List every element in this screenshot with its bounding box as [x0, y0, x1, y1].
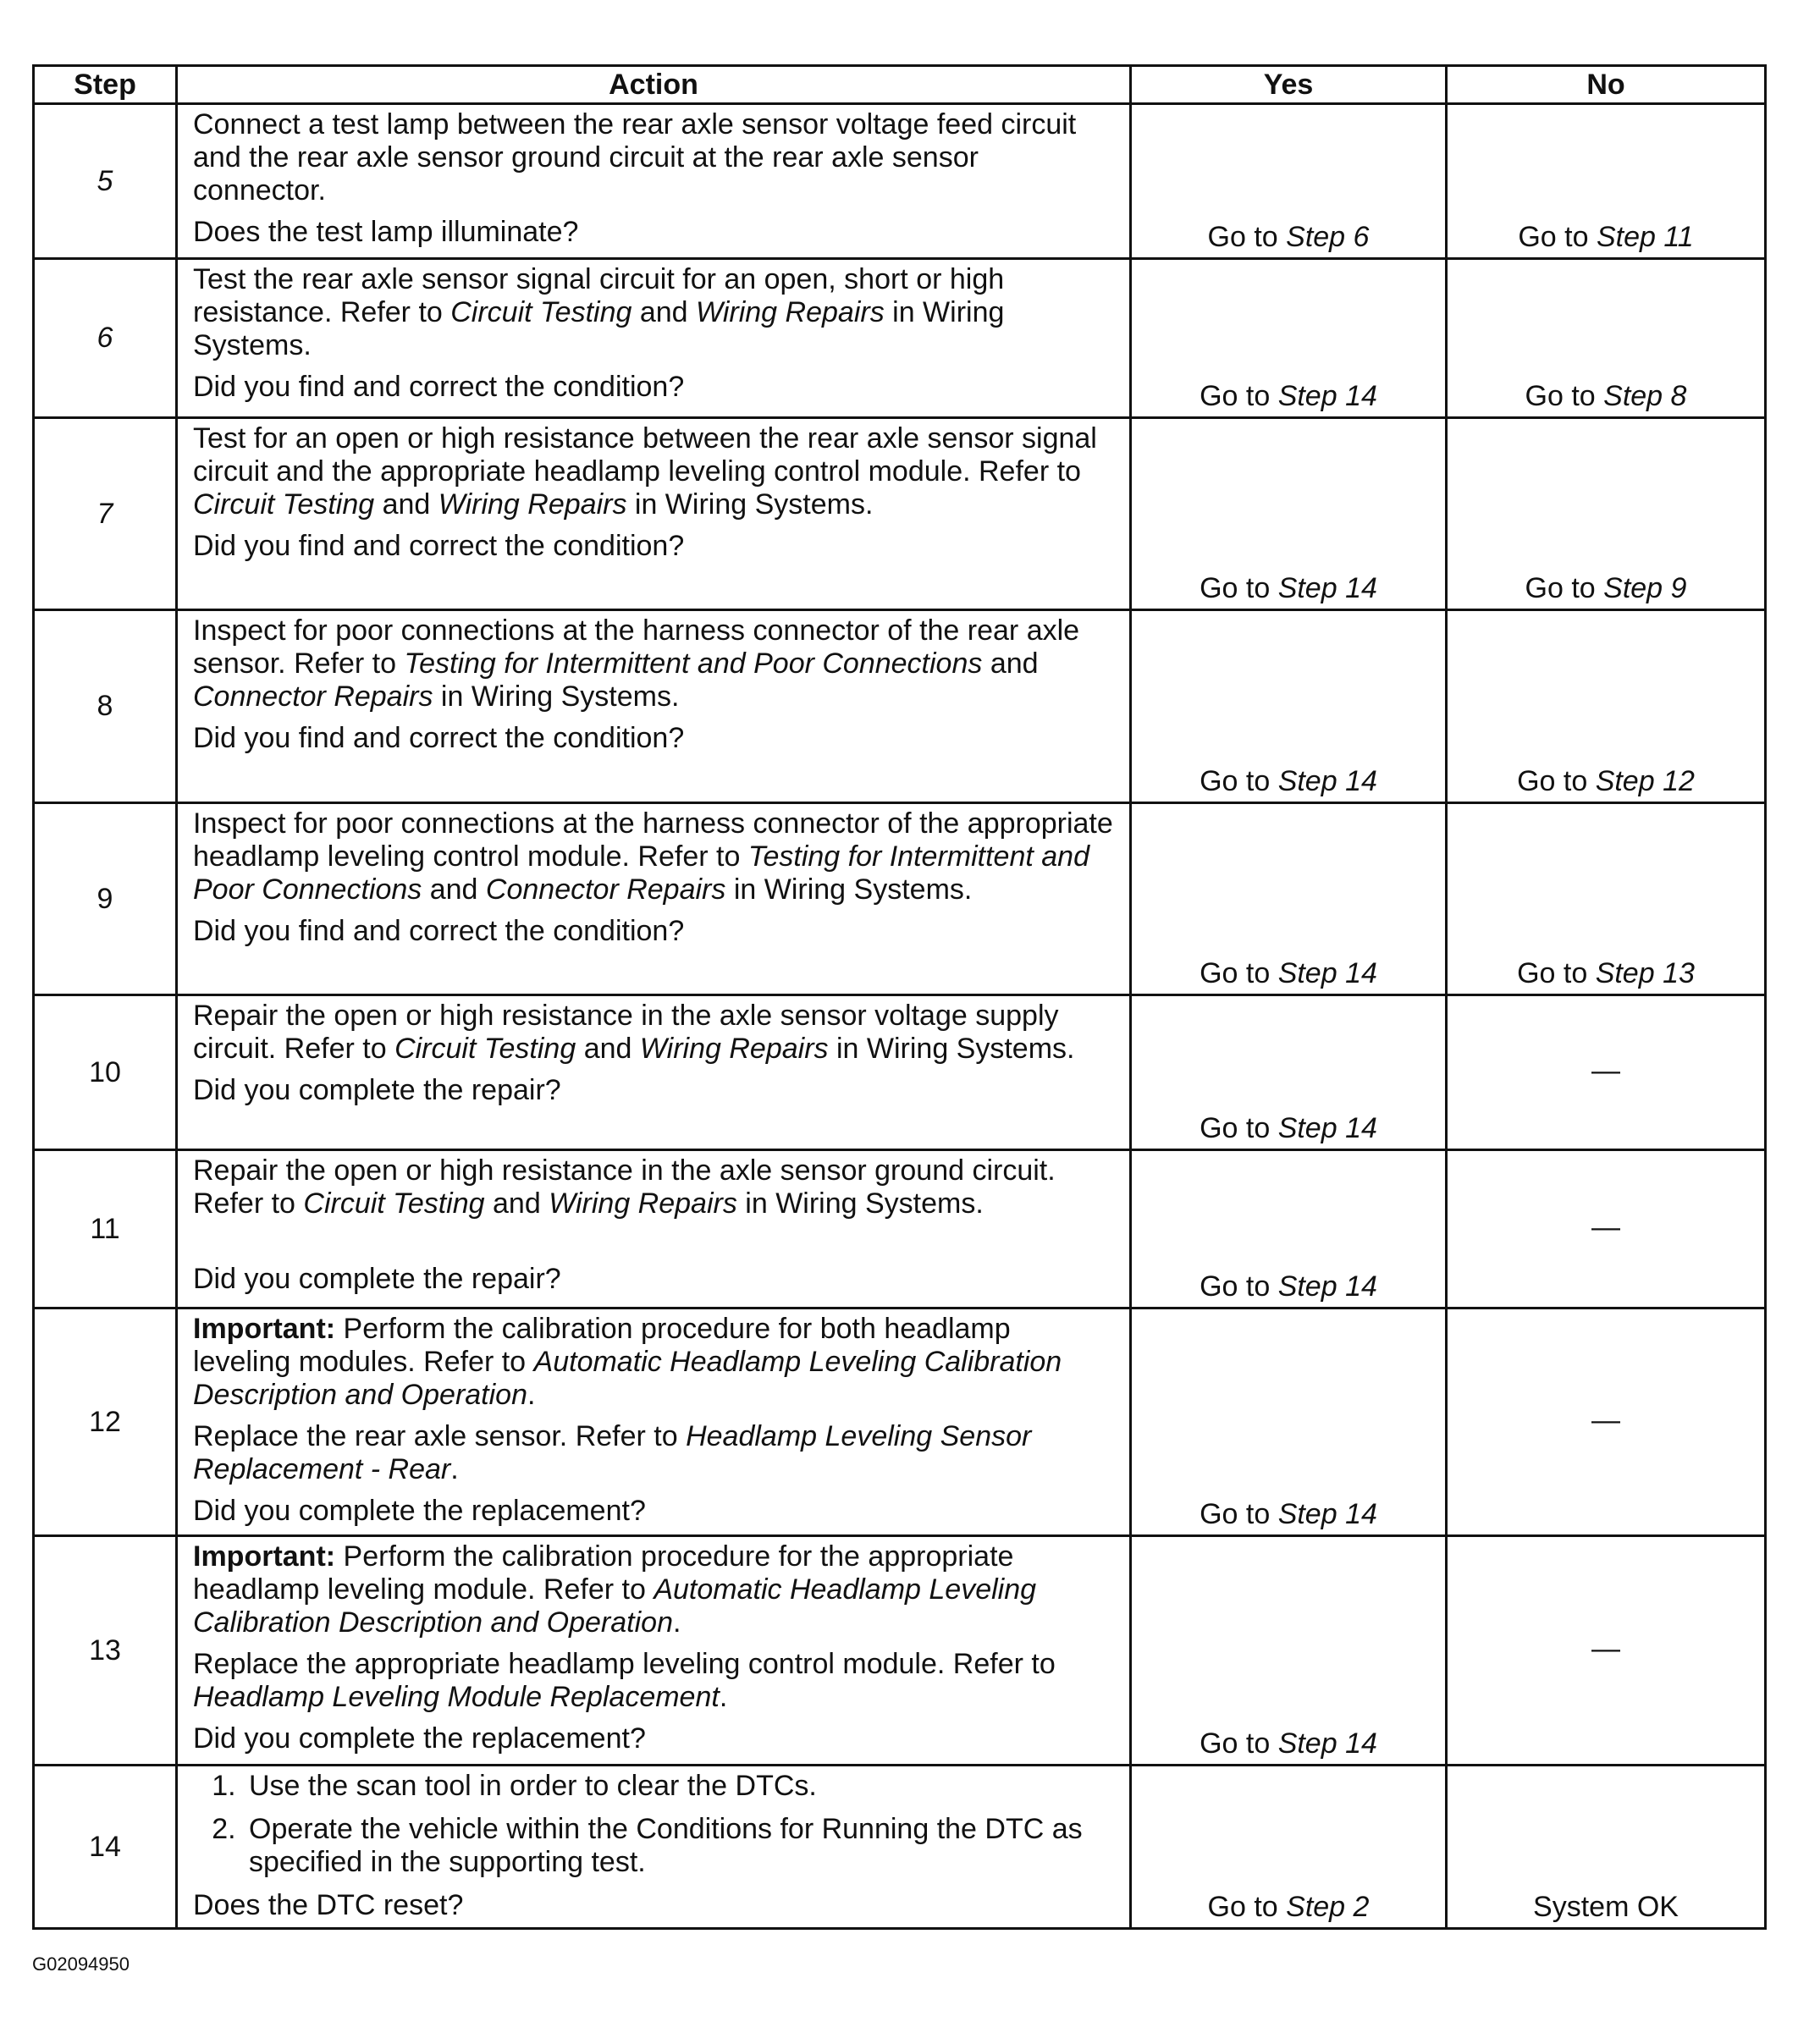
reference-link: Wiring Repairs	[696, 296, 885, 328]
yes-cell	[1131, 259, 1447, 418]
action-text	[193, 1000, 1114, 1066]
action-question: Did you find and correct the condition?	[193, 371, 685, 403]
action-cell	[177, 1766, 1131, 1929]
action-question: Did you find and correct the condition?	[193, 915, 685, 947]
yes-target: Step 6	[1286, 221, 1370, 253]
yes-prefix: Go to	[1207, 221, 1287, 253]
reference-link: Automatic Headlamp Leveling Calibration Description and Operation	[193, 1573, 1037, 1639]
header-yes: Yes	[1131, 66, 1447, 104]
action-text	[193, 422, 1114, 521]
important-label: Important:	[193, 1540, 336, 1573]
yes-target: Step 14	[1277, 1270, 1377, 1303]
action-question: Did you complete the replacement?	[193, 1495, 646, 1527]
reference-link: Headlamp Leveling Sensor Replacement - Rear	[193, 1420, 1032, 1485]
action-cell	[177, 259, 1131, 418]
no-prefix: Go to	[1518, 221, 1597, 253]
yes-prefix: Go to	[1200, 380, 1278, 412]
no-cell	[1447, 259, 1766, 418]
text-run: .	[719, 1681, 728, 1713]
yes-cell	[1131, 995, 1447, 1150]
step-number: 14	[34, 1766, 177, 1929]
yes-cell	[1131, 1308, 1447, 1536]
reference-link: Circuit Testing	[193, 488, 375, 521]
no-cell: —	[1447, 1150, 1766, 1308]
text-run: and	[422, 873, 486, 906]
yes-cell	[1131, 1536, 1447, 1766]
step-number: 5	[34, 104, 177, 259]
reference-link: Wiring Repairs	[549, 1187, 737, 1220]
yes-cell	[1131, 803, 1447, 995]
no-cell: —	[1447, 1536, 1766, 1766]
no-cell: —	[1447, 1308, 1766, 1536]
no-cell	[1447, 803, 1766, 995]
text-run: Perform the calibration procedure for both headlamp leveling modules. Refer to	[193, 1313, 1011, 1378]
reference-link: Circuit Testing	[450, 296, 632, 328]
text-run: Replace the appropriate headlamp leveling control module. Refer to	[193, 1648, 1056, 1680]
yes-prefix: Go to	[1200, 765, 1278, 797]
text-run: Replace the rear axle sensor. Refer to	[193, 1420, 687, 1452]
yes-prefix: Go to	[1200, 1498, 1278, 1530]
action-cell	[177, 418, 1131, 610]
yes-prefix: Go to	[1200, 1727, 1278, 1760]
no-target: Step 13	[1595, 957, 1695, 989]
action-text	[193, 1154, 1114, 1220]
yes-target: Step 14	[1277, 572, 1377, 604]
no-cell	[1447, 104, 1766, 259]
action-cell	[177, 1308, 1131, 1536]
reference-link: Connector Repairs	[193, 680, 433, 713]
table-row	[34, 1308, 1766, 1536]
action-text	[193, 263, 1114, 362]
action-question: Does the test lamp illuminate?	[193, 216, 579, 248]
text-run: Perform the calibration procedure for the appropriate headlamp leveling module. Refer to	[193, 1540, 1014, 1606]
action-cell	[177, 1150, 1131, 1308]
table-row	[34, 418, 1766, 610]
text-run: and	[484, 1187, 549, 1220]
text-run: and	[374, 488, 438, 521]
reference-link: Wiring Repairs	[639, 1033, 829, 1065]
action-text: Connect a test lamp between the rear axle sensor voltage feed circuit and the rear axle sensor ground circuit at the rear axle sensor connector.	[193, 108, 1077, 207]
table-row	[34, 104, 1766, 259]
reference-link: Connector Repairs	[485, 873, 726, 906]
step-number: 9	[34, 803, 177, 995]
text-run: in Wiring Systems.	[725, 873, 973, 906]
action-cell	[177, 1536, 1131, 1766]
action-cell	[177, 995, 1131, 1150]
step-number: 8	[34, 610, 177, 803]
action-cell	[177, 610, 1131, 803]
text-run: and	[982, 647, 1039, 680]
action-question: Did you find and correct the condition?	[193, 530, 685, 562]
yes-prefix: Go to	[1200, 1270, 1278, 1303]
reference-link: Headlamp Leveling Module Replacement	[193, 1681, 720, 1713]
reference-link: Circuit Testing	[303, 1187, 485, 1220]
no-prefix: Go to	[1517, 765, 1596, 797]
yes-prefix: Go to	[1200, 1112, 1278, 1144]
yes-target: Step 14	[1277, 1727, 1377, 1760]
header-action: Action	[177, 66, 1131, 104]
yes-target: Step 2	[1286, 1891, 1370, 1923]
action-text	[193, 1648, 1114, 1714]
table-row	[34, 610, 1766, 803]
text-run: and	[632, 296, 697, 328]
text-run: in Wiring Systems.	[193, 296, 1005, 361]
header-step: Step	[34, 66, 177, 104]
step-number: 6	[34, 259, 177, 418]
action-question: Did you complete the repair?	[193, 1263, 561, 1295]
text-run: .	[450, 1453, 459, 1485]
no-prefix: Go to	[1517, 957, 1596, 989]
text-run: Inspect for poor connections at the harness connector of the appropriate headlamp leveling control module. Refer to	[193, 807, 1113, 873]
text-run: Test the rear axle sensor signal circuit for an open, short or high resistance. Refer to	[193, 263, 1005, 328]
no-prefix: Go to	[1525, 572, 1604, 604]
text-run: Test for an open or high resistance between the rear axle sensor signal circuit and the appropriate headlamp leveling control module. Refer to	[193, 422, 1097, 488]
header-row	[34, 66, 1766, 104]
action-question: Did you complete the repair?	[193, 1074, 561, 1106]
yes-prefix: Go to	[1207, 1891, 1287, 1923]
yes-target: Step 14	[1277, 765, 1377, 797]
text-run: in Wiring Systems.	[736, 1187, 984, 1220]
action-question: Does the DTC reset?	[193, 1889, 464, 1921]
yes-target: Step 14	[1277, 1112, 1377, 1144]
yes-target: Step 14	[1277, 380, 1377, 412]
action-cell	[177, 803, 1131, 995]
action-text	[193, 614, 1114, 713]
important-note	[193, 1313, 1114, 1412]
table-row	[34, 1536, 1766, 1766]
no-target: Step 12	[1595, 765, 1695, 797]
table-row	[34, 1150, 1766, 1308]
yes-prefix: Go to	[1200, 572, 1278, 604]
yes-cell	[1131, 1150, 1447, 1308]
table-row	[34, 1766, 1766, 1929]
yes-cell	[1131, 610, 1447, 803]
text-run: Inspect for poor connections at the harness connector of the rear axle sensor. Refer to	[193, 614, 1080, 680]
yes-target: Step 14	[1277, 957, 1377, 989]
text-run: and	[576, 1033, 640, 1065]
important-label: Important:	[193, 1313, 336, 1345]
no-cell: System OK	[1447, 1766, 1766, 1929]
table-row	[34, 995, 1766, 1150]
reference-link: Testing for Intermittent and Poor Connections	[404, 647, 983, 680]
text-run: in Wiring Systems.	[828, 1033, 1075, 1065]
reference-link: Wiring Repairs	[438, 488, 627, 521]
step-number: 11	[34, 1150, 177, 1308]
text-run: .	[527, 1379, 536, 1411]
header-no: No	[1447, 66, 1766, 104]
instruction-list	[193, 1770, 1114, 1879]
figure-id: G02094950	[32, 1953, 130, 1975]
step-number: 13	[34, 1536, 177, 1766]
list-item: 1. Use the scan tool in order to clear the DTCs.	[244, 1770, 1114, 1803]
yes-cell	[1131, 1766, 1447, 1929]
action-question: Did you complete the replacement?	[193, 1722, 646, 1755]
action-question: Did you find and correct the condition?	[193, 722, 685, 754]
step-number: 10	[34, 995, 177, 1150]
no-cell	[1447, 610, 1766, 803]
reference-link: Automatic Headlamp Leveling Calibration Description and Operation	[193, 1346, 1062, 1411]
no-target: Step 9	[1603, 572, 1687, 604]
list-item: 2. Operate the vehicle within the Conditions for Running the DTC as specified in the supporting test.	[244, 1813, 1114, 1879]
important-note	[193, 1540, 1114, 1639]
step-number: 7	[34, 418, 177, 610]
yes-target: Step 14	[1277, 1498, 1377, 1530]
reference-link: Testing for Intermittent and Poor Connections	[193, 840, 1089, 906]
table-row	[34, 803, 1766, 995]
no-prefix: Go to	[1525, 380, 1604, 412]
step-number: 12	[34, 1308, 177, 1536]
text-run: .	[672, 1606, 681, 1639]
yes-prefix: Go to	[1200, 957, 1278, 989]
action-cell	[177, 104, 1131, 259]
no-cell	[1447, 418, 1766, 610]
text-run: in Wiring Systems.	[433, 680, 680, 713]
text-run: Repair the open or high resistance in the axle sensor ground circuit. Refer to	[193, 1154, 1056, 1220]
action-text	[193, 1420, 1114, 1486]
no-cell: —	[1447, 995, 1766, 1150]
diagnostic-table	[32, 64, 1767, 1930]
text-run: Repair the open or high resistance in the axle sensor voltage supply circuit. Refer to	[193, 1000, 1059, 1065]
reference-link: Circuit Testing	[394, 1033, 576, 1065]
no-target: Step 8	[1603, 380, 1687, 412]
yes-cell	[1131, 104, 1447, 259]
table-row	[34, 259, 1766, 418]
no-target: Step 11	[1596, 221, 1694, 253]
text-run: in Wiring Systems.	[626, 488, 874, 521]
yes-cell	[1131, 418, 1447, 610]
action-text	[193, 807, 1114, 906]
